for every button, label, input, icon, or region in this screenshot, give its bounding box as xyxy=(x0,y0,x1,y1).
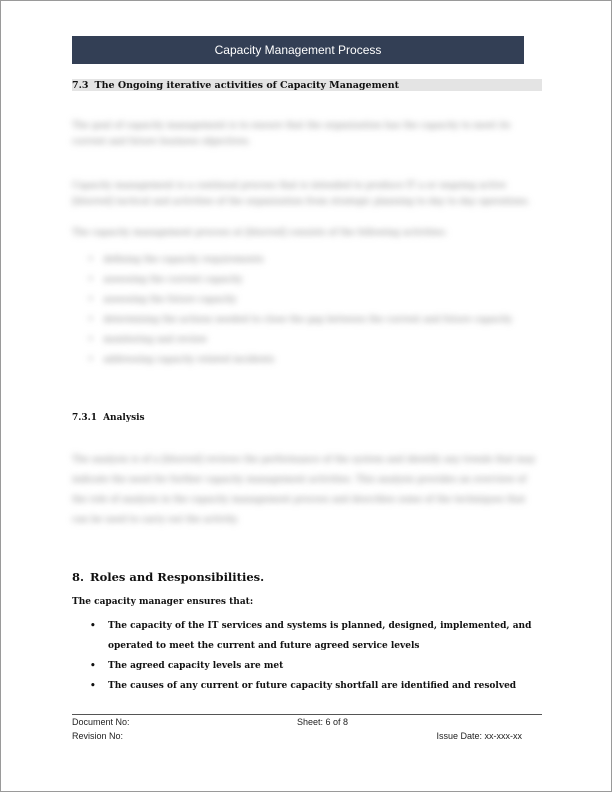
blurred-paragraph-3: The capacity management process at [blurred] consists of the following activities: xyxy=(72,228,448,238)
list-item xyxy=(88,676,538,696)
list-item xyxy=(88,616,538,656)
list-item-text: The agreed capacity levels are met xyxy=(108,661,284,671)
footer-issue-date: Issue Date: xx-xxx-xx xyxy=(436,731,522,741)
section-8-heading xyxy=(72,570,264,584)
blurred-list-item: • addressing capacity related incidents xyxy=(88,350,538,370)
list-item-text: The capacity of the IT services and systems is planned, designed, implemented, and operated to meet the current and future agreed service levels xyxy=(108,621,532,651)
blurred-paragraph-4: The analysis is of a [blurred] reviews the performance of the system and identify any trends that may indicate the need for further capacity management activities. This analysis provides an overview of the role of analysis in the capacity management process and describes some of the techniques that can be used to carry out the activity. xyxy=(72,455,536,525)
roles-intro: The capacity manager ensures that: xyxy=(72,597,254,607)
footer-sheet: Sheet: 6 of 8 xyxy=(297,717,349,727)
section-number: 7.3 xyxy=(72,80,89,91)
header-bar xyxy=(72,36,524,64)
bullet: • xyxy=(90,621,96,631)
bullet: • xyxy=(90,661,96,671)
blurred-paragraph-1: The goal of capacity management is to ensure that the organization has the capacity to meet its current and future business objectives. xyxy=(72,121,511,147)
section-number: 8. xyxy=(72,570,85,584)
section-7-3-1-heading xyxy=(72,413,145,423)
blurred-list-item: • defining the capacity requirements xyxy=(88,250,538,270)
footer-revision-no: Revision No: xyxy=(72,731,124,741)
blurred-list-item: • assessing the future capacity xyxy=(88,290,538,310)
blurred-paragraph-2: Capacity management is a continual process that is intended to produce IT a or ongoing active [blurred] tactical and activities of the organization from strategic planning to day to day operations. xyxy=(72,181,531,207)
list-item-text: The causes of any current or future capacity shortfall are identified and resolved xyxy=(108,681,517,691)
bullet: • xyxy=(90,681,96,691)
blurred-list-item: • determining the actions needed to close the gap between the current and future capacity xyxy=(88,310,538,330)
roles-list xyxy=(88,616,538,696)
list-item xyxy=(88,656,538,676)
section-title: Roles and Responsibilities. xyxy=(90,570,265,584)
subsection-title: Analysis xyxy=(103,413,145,423)
footer-divider xyxy=(72,714,542,715)
blurred-list-item: • assessing the current capacity xyxy=(88,270,538,290)
subsection-number: 7.3.1 xyxy=(72,413,98,423)
blurred-bullet-list xyxy=(88,250,538,370)
section-7-3-heading xyxy=(72,79,542,91)
header-title: Capacity Management Process xyxy=(214,43,382,57)
footer-document-no: Document No: xyxy=(72,717,130,727)
section-title: The Ongoing iterative activities of Capacity Management xyxy=(94,80,399,91)
blurred-list-item: • monitoring and review xyxy=(88,330,538,350)
